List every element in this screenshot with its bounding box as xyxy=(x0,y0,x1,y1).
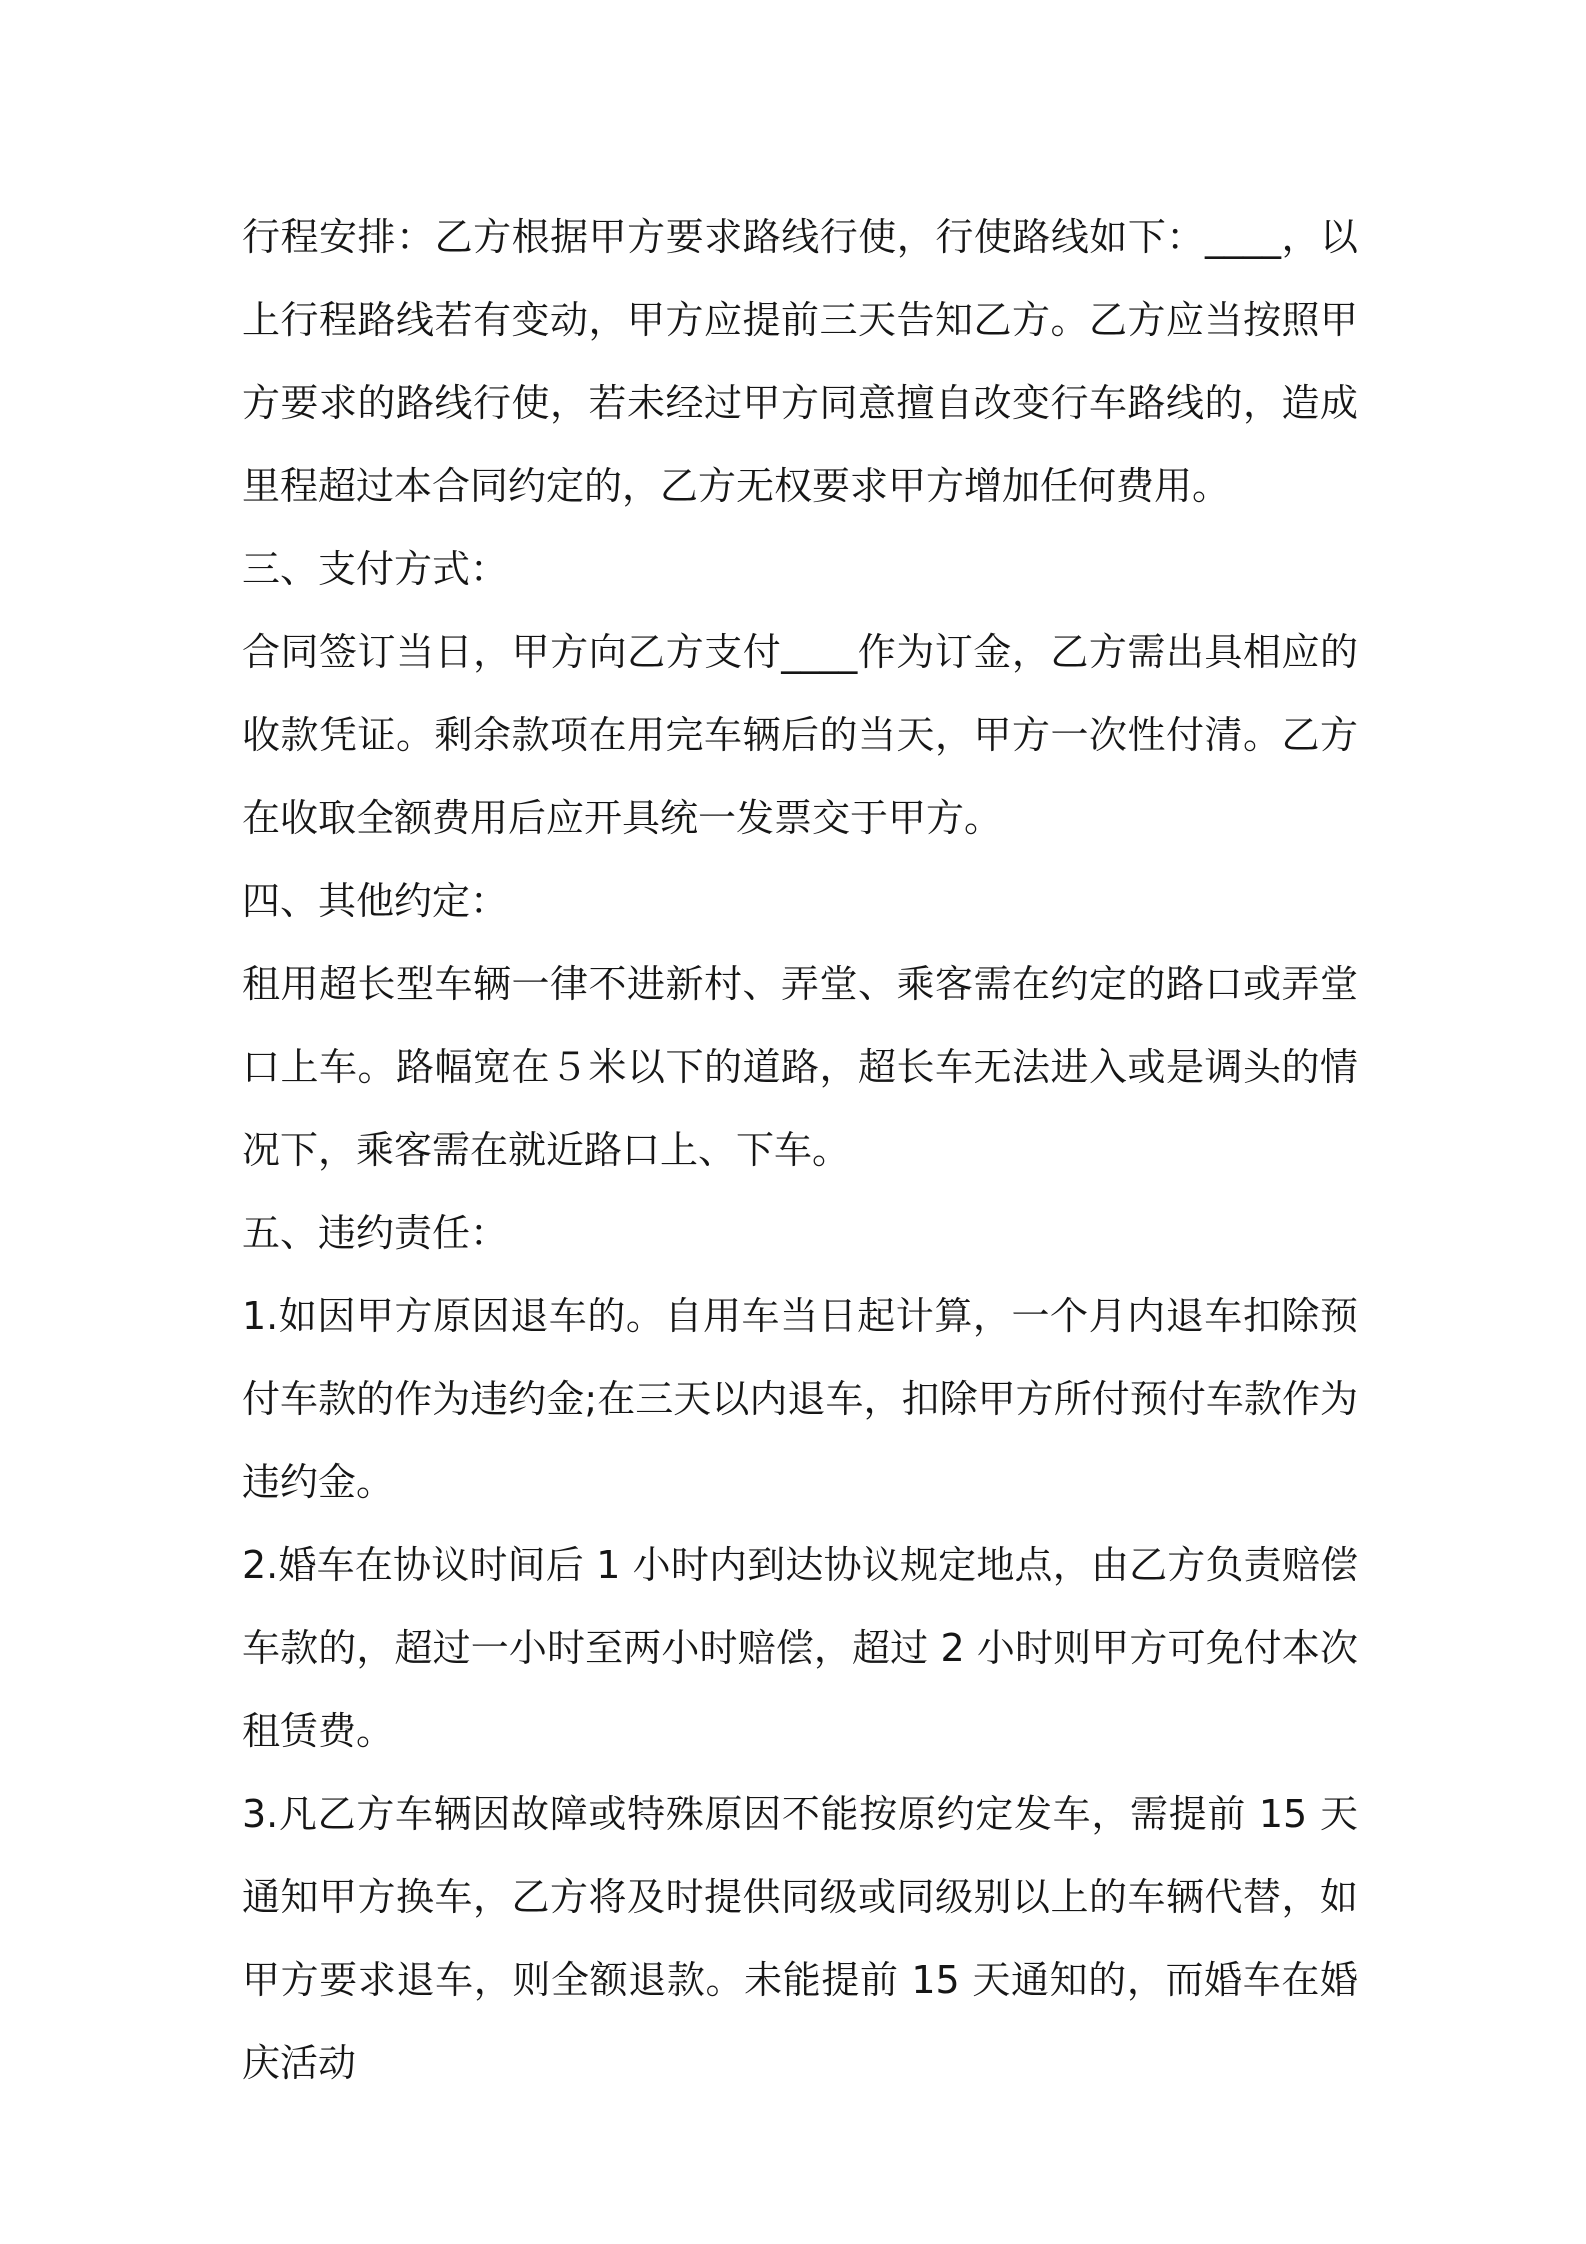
paragraph-payment: 合同签订当日，甲方向乙方支付____作为订金，乙方需出具相应的收款凭证。剩余款项在用完车辆后的当天，甲方一次性付清。乙方在收取全额费用后应开具统一发票交于甲方。 xyxy=(242,630,1358,840)
paragraph-itinerary: 行程安排：乙方根据甲方要求路线行使，行使路线如下：____，以上行程路线若有变动，甲方应提前三天告知乙方。乙方应当按照甲方要求的路线行使，若未经过甲方同意擅自改变行车路线的，造成里程超过本合同约定的，乙方无权要求甲方增加任何费用。 xyxy=(242,215,1358,508)
liability-item-2: 2.婚车在协议时间后 1 小时内到达协议规定地点，由乙方负责赔偿车款的，超过一小时至两小时赔偿，超过 2 小时则甲方可免付本次租赁费。 xyxy=(242,1543,1358,1753)
paragraph-other-terms: 租用超长型车辆一律不进新村、弄堂、乘客需在约定的路口或弄堂口上车。路幅宽在５米以下的道路，超长车无法进入或是调头的情况下，乘客需在就近路口上、下车。 xyxy=(242,962,1358,1172)
section-heading-other-terms: 四、其他约定： xyxy=(242,879,509,923)
section-heading-liability: 五、违约责任： xyxy=(242,1211,509,1255)
liability-item-3: 3.凡乙方车辆因故障或特殊原因不能按原约定发车，需提前 15 天通知甲方换车，乙方将及时提供同级或同级别以上的车辆代替，如甲方要求退车，则全额退款。未能提前 15 天通知的，而婚车在婚庆活动 xyxy=(242,1792,1358,2085)
liability-item-1: 1.如因甲方原因退车的。自用车当日起计算，一个月内退车扣除预付车款的作为违约金;在三天以内退车，扣除甲方所付预付车款作为违约金。 xyxy=(242,1294,1358,1504)
document-body xyxy=(242,196,1358,2105)
section-heading-payment: 三、支付方式： xyxy=(242,547,509,591)
